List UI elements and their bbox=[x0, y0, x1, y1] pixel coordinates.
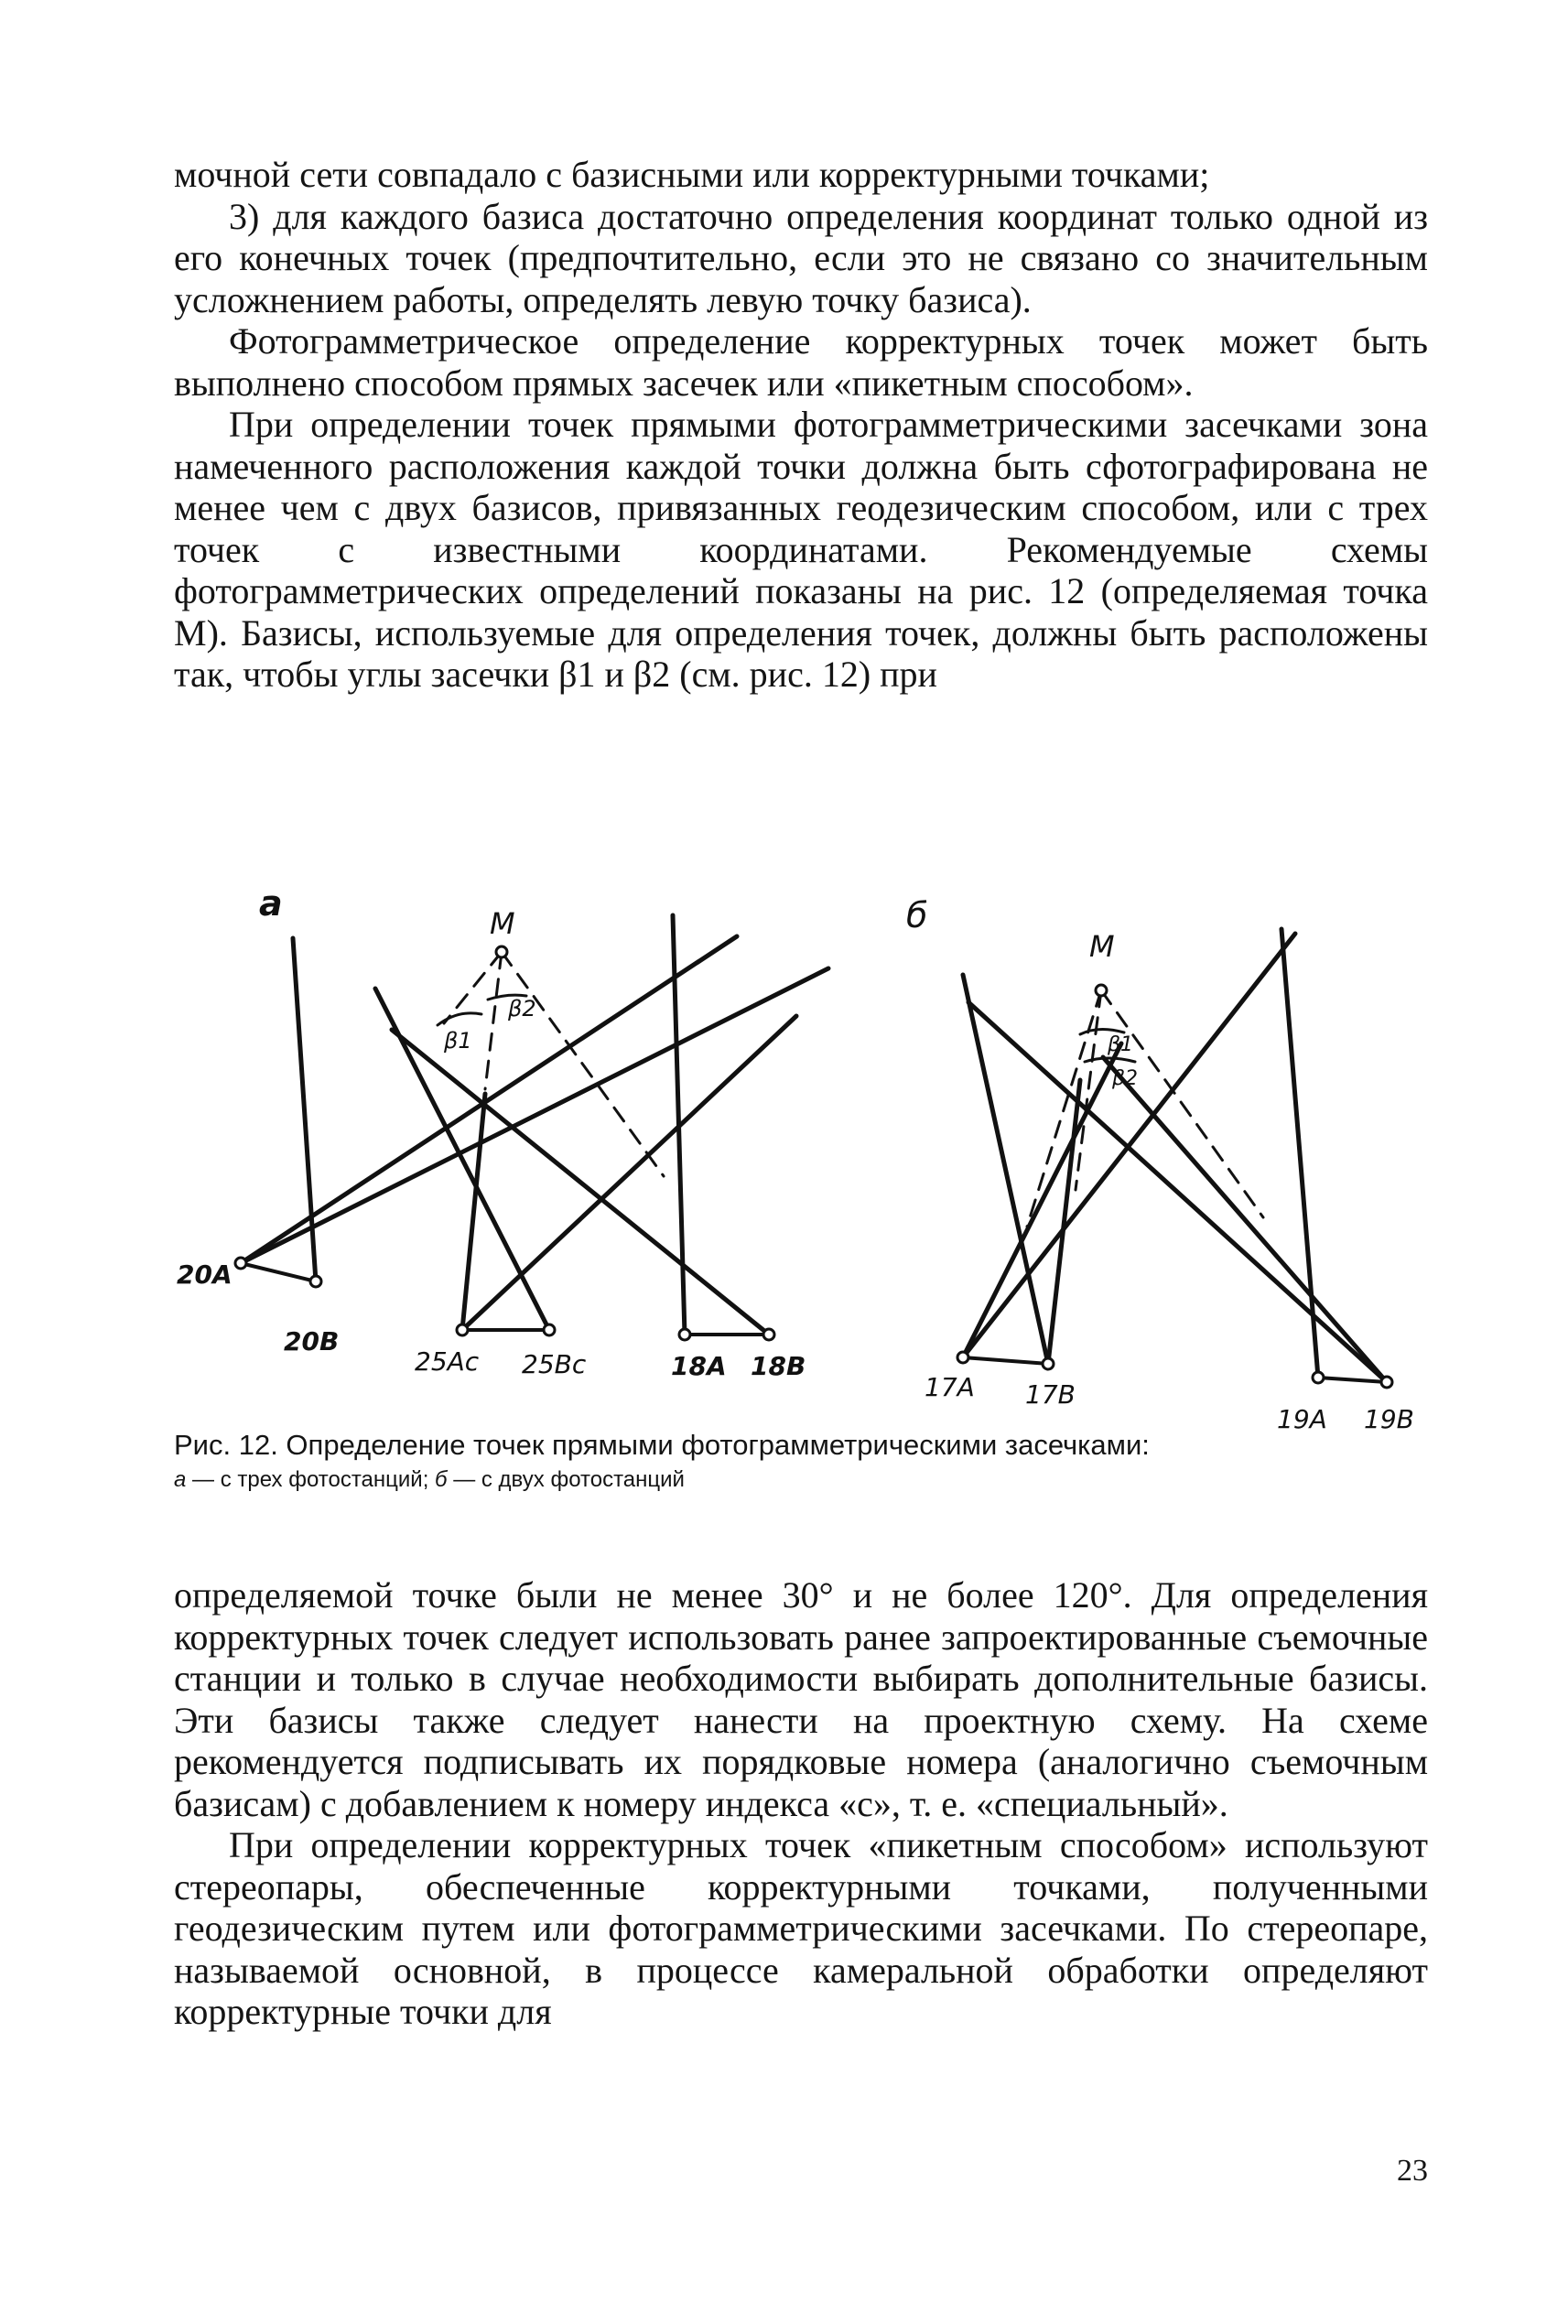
figure-12-diagram bbox=[174, 874, 1428, 1442]
station-label: 25Ac bbox=[415, 1346, 480, 1377]
paragraph: мочной сети совпадало с базисными или корректурными точками; bbox=[174, 154, 1210, 195]
point-m-label: M bbox=[1089, 929, 1115, 964]
station-label: 17B bbox=[1025, 1379, 1076, 1410]
panel-a-label: а bbox=[259, 883, 283, 924]
angle-beta1-label: β1 bbox=[1108, 1033, 1134, 1056]
caption-title: Рис. 12. Определение точек прямыми фотограмметрическими засечками: bbox=[174, 1429, 1150, 1461]
paragraph: При определении корректурных точек «пикетным способом» используют стереопары, обеспеченные корректурными точками, полученными геодезическим путем или фотограмметрическими засечками. По стереопаре, называемой основной, в процессе камеральной обработки определяют корректурные точки для bbox=[174, 1824, 1428, 2032]
paragraph: определяемой точке были не менее 30° и не более 120°. Для определения корректурных точек следует использовать ранее запроектированные съемочные станции и только в случае необходимости выбирать дополнительные базисы. Эти базисы также следует нанести на проектную схему. На схеме рекомендуется подписывать их порядковые номера (аналогично съемочным базисам) с добавлением к номеру индекса «с», т. е. «специальный». bbox=[174, 1574, 1428, 1824]
station-label: 20A bbox=[177, 1259, 232, 1290]
paragraph: Фотограмметрическое определение корректурных точек может быть выполнено способом прямых засечек или «пикетным способом». bbox=[174, 320, 1428, 404]
caption-a-text: — с трех фотостанций; bbox=[186, 1467, 436, 1492]
body-text-top bbox=[174, 154, 1428, 696]
station-label: 25Bc bbox=[522, 1349, 587, 1379]
figure-caption bbox=[174, 1428, 1428, 1497]
station-label: 20B bbox=[284, 1326, 340, 1357]
angle-beta2-label: β2 bbox=[508, 996, 536, 1021]
angle-beta2-label: β2 bbox=[1112, 1067, 1139, 1090]
paragraph: При определении точек прямыми фотограмметрическими засечками зона намеченного расположения каждой точки должна быть сфотографирована не менее чем с двух базисов, привязанных геодезическим способом, или с трех точек с известными координатами. Рекомендуемые схемы фотограмметрических определений показаны на рис. 12 (определяемая точка M). Базисы, используемые для определения точек, должны быть расположены так, чтобы углы засечки β1 и β2 (см. рис. 12) при bbox=[174, 404, 1428, 695]
figure-12 bbox=[174, 874, 1428, 1442]
panel-b-label: б bbox=[906, 895, 928, 935]
paragraph: 3) для каждого базиса достаточно определения координат только одной из его конечных точек (предпочтительно, если это не связано со значительным усложнением работы, определять левую точку базиса). bbox=[174, 195, 1428, 320]
station-label: 18A bbox=[671, 1351, 727, 1381]
caption-b-letter: б bbox=[435, 1467, 448, 1492]
point-m-label: M bbox=[490, 906, 515, 941]
body-text-bottom bbox=[174, 1574, 1428, 2033]
caption-legend bbox=[174, 1463, 1428, 1497]
station-label: 19A bbox=[1277, 1404, 1327, 1434]
caption-a-letter: а bbox=[174, 1467, 187, 1492]
station-label: 18B bbox=[751, 1351, 806, 1381]
station-label: 19B bbox=[1364, 1404, 1414, 1434]
station-label: 17A bbox=[925, 1372, 975, 1402]
page-number: 23 bbox=[1397, 2154, 1428, 2188]
caption-b-text: — с двух фотостанций bbox=[447, 1467, 685, 1492]
angle-beta1-label: β1 bbox=[444, 1028, 472, 1054]
